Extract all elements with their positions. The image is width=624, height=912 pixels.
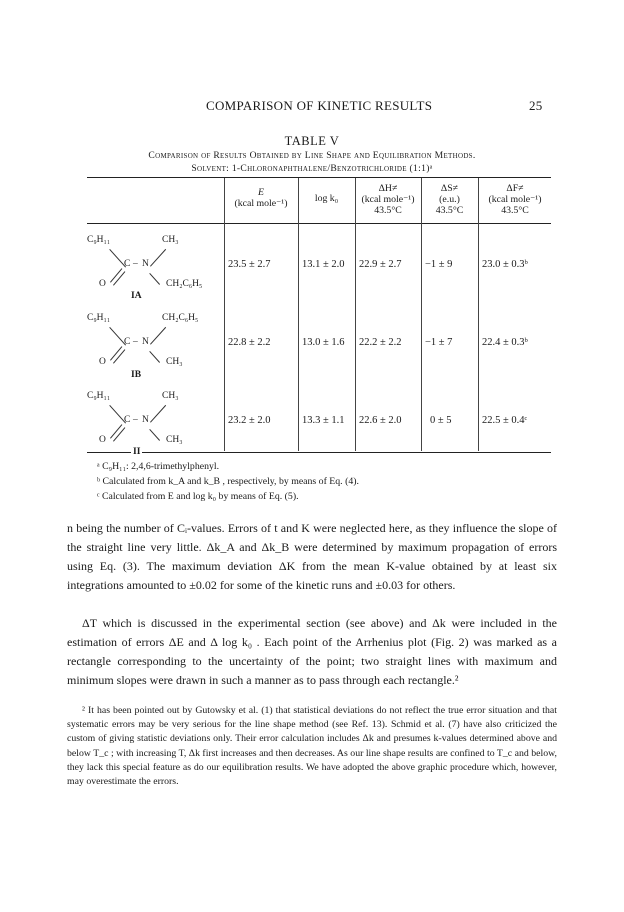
table-label: TABLE V xyxy=(284,134,340,148)
bond-line xyxy=(149,351,160,363)
double-bond-line xyxy=(113,271,125,285)
value-dH: 22.2 ± 2.2 xyxy=(359,337,402,348)
amide-nitrogen: N xyxy=(142,337,149,347)
column-header-dS: ΔS≠ (e.u.) 43.5°C xyxy=(435,183,464,216)
column-separator xyxy=(478,178,479,451)
table-footnote-a: ᵃ C₉H₁₁: 2,4,6-trimethylphenyl. xyxy=(97,461,220,472)
n-substituent-top: CH₃ xyxy=(162,235,179,245)
value-logk0: 13.1 ± 2.0 xyxy=(302,259,345,270)
running-header-title: COMPARISON OF KINETIC RESULTS xyxy=(206,98,433,113)
amide-bond: – xyxy=(133,259,138,269)
bond-line xyxy=(150,249,166,267)
bond-line xyxy=(149,429,160,441)
n-substituent-bottom: CH₃ xyxy=(166,435,183,445)
body-paragraph-1: n being the number of Cᵢ-values. Errors of t and K were neglected here, as they influence the slope of the straight line very little. Δk_A and Δk_B were determined by maximum propagation of errors using Eq. (3). The maximum deviation ΔK from the mean K-value obtained by at least six integrations amounted to ±0.02 for some of the kinetic runs and ±0.03 for others. xyxy=(67,521,557,592)
body-paragraph-2: ΔT which is discussed in the experimental section (see above) and Δk were included in the estimation of errors ΔE and Δ log k₀ . Each point of the Arrhenius plot (Fig. 2) was marked as a rectangle corresponding to the uncertainty of the point; two straight lines with maximum and minimum slopes were drawn in such a manner as to pass through each rectangle.² xyxy=(67,616,557,687)
n-substituent-bottom: CH₃ xyxy=(166,357,183,367)
column-header-dF: ΔF≠ (kcal mole⁻¹) 43.5°C xyxy=(488,183,542,216)
n-substituent-top: CH₂C₆H₅ xyxy=(162,313,199,323)
compound-label: IA xyxy=(131,291,142,301)
aryl-group-label: C₉H₁₁ xyxy=(87,313,111,323)
column-header-logk0: log k₀ xyxy=(314,193,339,204)
value-dS: 0 ± 5 xyxy=(430,415,452,426)
amide-bond: – xyxy=(133,337,138,347)
value-dF: 23.0 ± 0.3ᵇ xyxy=(482,259,528,270)
n-substituent-top: CH₃ xyxy=(162,391,179,401)
page-number: 25 xyxy=(529,98,543,113)
amide-nitrogen: N xyxy=(142,415,149,425)
aryl-group-label: C₉H₁₁ xyxy=(87,235,111,245)
table-top-rule xyxy=(87,177,551,178)
value-dS: −1 ± 7 xyxy=(425,337,453,348)
bond-line xyxy=(150,405,166,423)
carbonyl-oxygen: O xyxy=(99,357,106,367)
column-separator xyxy=(421,178,422,451)
value-E: 23.5 ± 2.7 xyxy=(228,259,271,270)
value-dH: 22.9 ± 2.7 xyxy=(359,259,402,270)
amide-nitrogen: N xyxy=(142,259,149,269)
value-dF: 22.4 ± 0.3ᵇ xyxy=(482,337,528,348)
double-bond-line xyxy=(113,349,125,363)
table-footnote-c: ᶜ Calculated from E and log k₀ by means of Eq. (5). xyxy=(97,491,299,502)
bond-line xyxy=(149,273,160,285)
carbonyl-carbon: C xyxy=(124,415,131,425)
column-header-E: E (kcal mole⁻¹) xyxy=(234,187,288,209)
table-caption-line2: Solvent: 1-Chloronaphthalene/Benzotrichloride (1:1)ᵃ xyxy=(191,163,433,174)
bond-line xyxy=(150,327,166,345)
n-substituent-bottom: CH₂C₆H₅ xyxy=(166,279,203,289)
table-bottom-rule xyxy=(87,452,551,453)
table-caption-line1: Comparison of Results Obtained by Line Shape and Equilibration Methods. xyxy=(148,150,476,161)
carbonyl-carbon: C xyxy=(124,337,131,347)
page-footnote: ² It has been pointed out by Gutowsky et al. (1) that statistical deviations do not reflect the true error situation and that systematic errors may be very serious for the line shape method (see Ref. 13). Schmid et al. (7) have also criticized the custom of giving statistic deviations only. Their error calculation includes Δk and presumes k-values determined above and below T_c ; with increasing T, Δk first increases and then decreases. As our line shape results are confined to T_c and below, they lack this special feature as do our equilibration results. We have adopted the above graphic procedure which, however, may overestimate the errors. xyxy=(67,705,557,788)
carbonyl-oxygen: O xyxy=(99,279,106,289)
table-header-rule xyxy=(87,223,551,224)
amide-bond: – xyxy=(133,415,138,425)
value-logk0: 13.0 ± 1.6 xyxy=(302,337,345,348)
value-E: 22.8 ± 2.2 xyxy=(228,337,271,348)
value-E: 23.2 ± 2.0 xyxy=(228,415,271,426)
double-bond-line xyxy=(113,427,125,441)
value-dH: 22.6 ± 2.0 xyxy=(359,415,402,426)
compound-label: II xyxy=(133,447,141,457)
table-footnote-b: ᵇ Calculated from k_A and k_B , respectively, by means of Eq. (4). xyxy=(97,476,359,487)
value-logk0: 13.3 ± 1.1 xyxy=(302,415,345,426)
column-separator xyxy=(224,178,225,451)
column-header-dH: ΔH≠ (kcal mole⁻¹) 43.5°C xyxy=(361,183,415,216)
carbonyl-carbon: C xyxy=(124,259,131,269)
compound-label: IB xyxy=(131,370,142,380)
value-dS: −1 ± 9 xyxy=(425,259,453,270)
column-separator xyxy=(298,178,299,451)
value-dF: 22.5 ± 0.4ᶜ xyxy=(482,415,528,426)
carbonyl-oxygen: O xyxy=(99,435,106,445)
column-separator xyxy=(355,178,356,451)
aryl-group-label: C₉H₁₁ xyxy=(87,391,111,401)
